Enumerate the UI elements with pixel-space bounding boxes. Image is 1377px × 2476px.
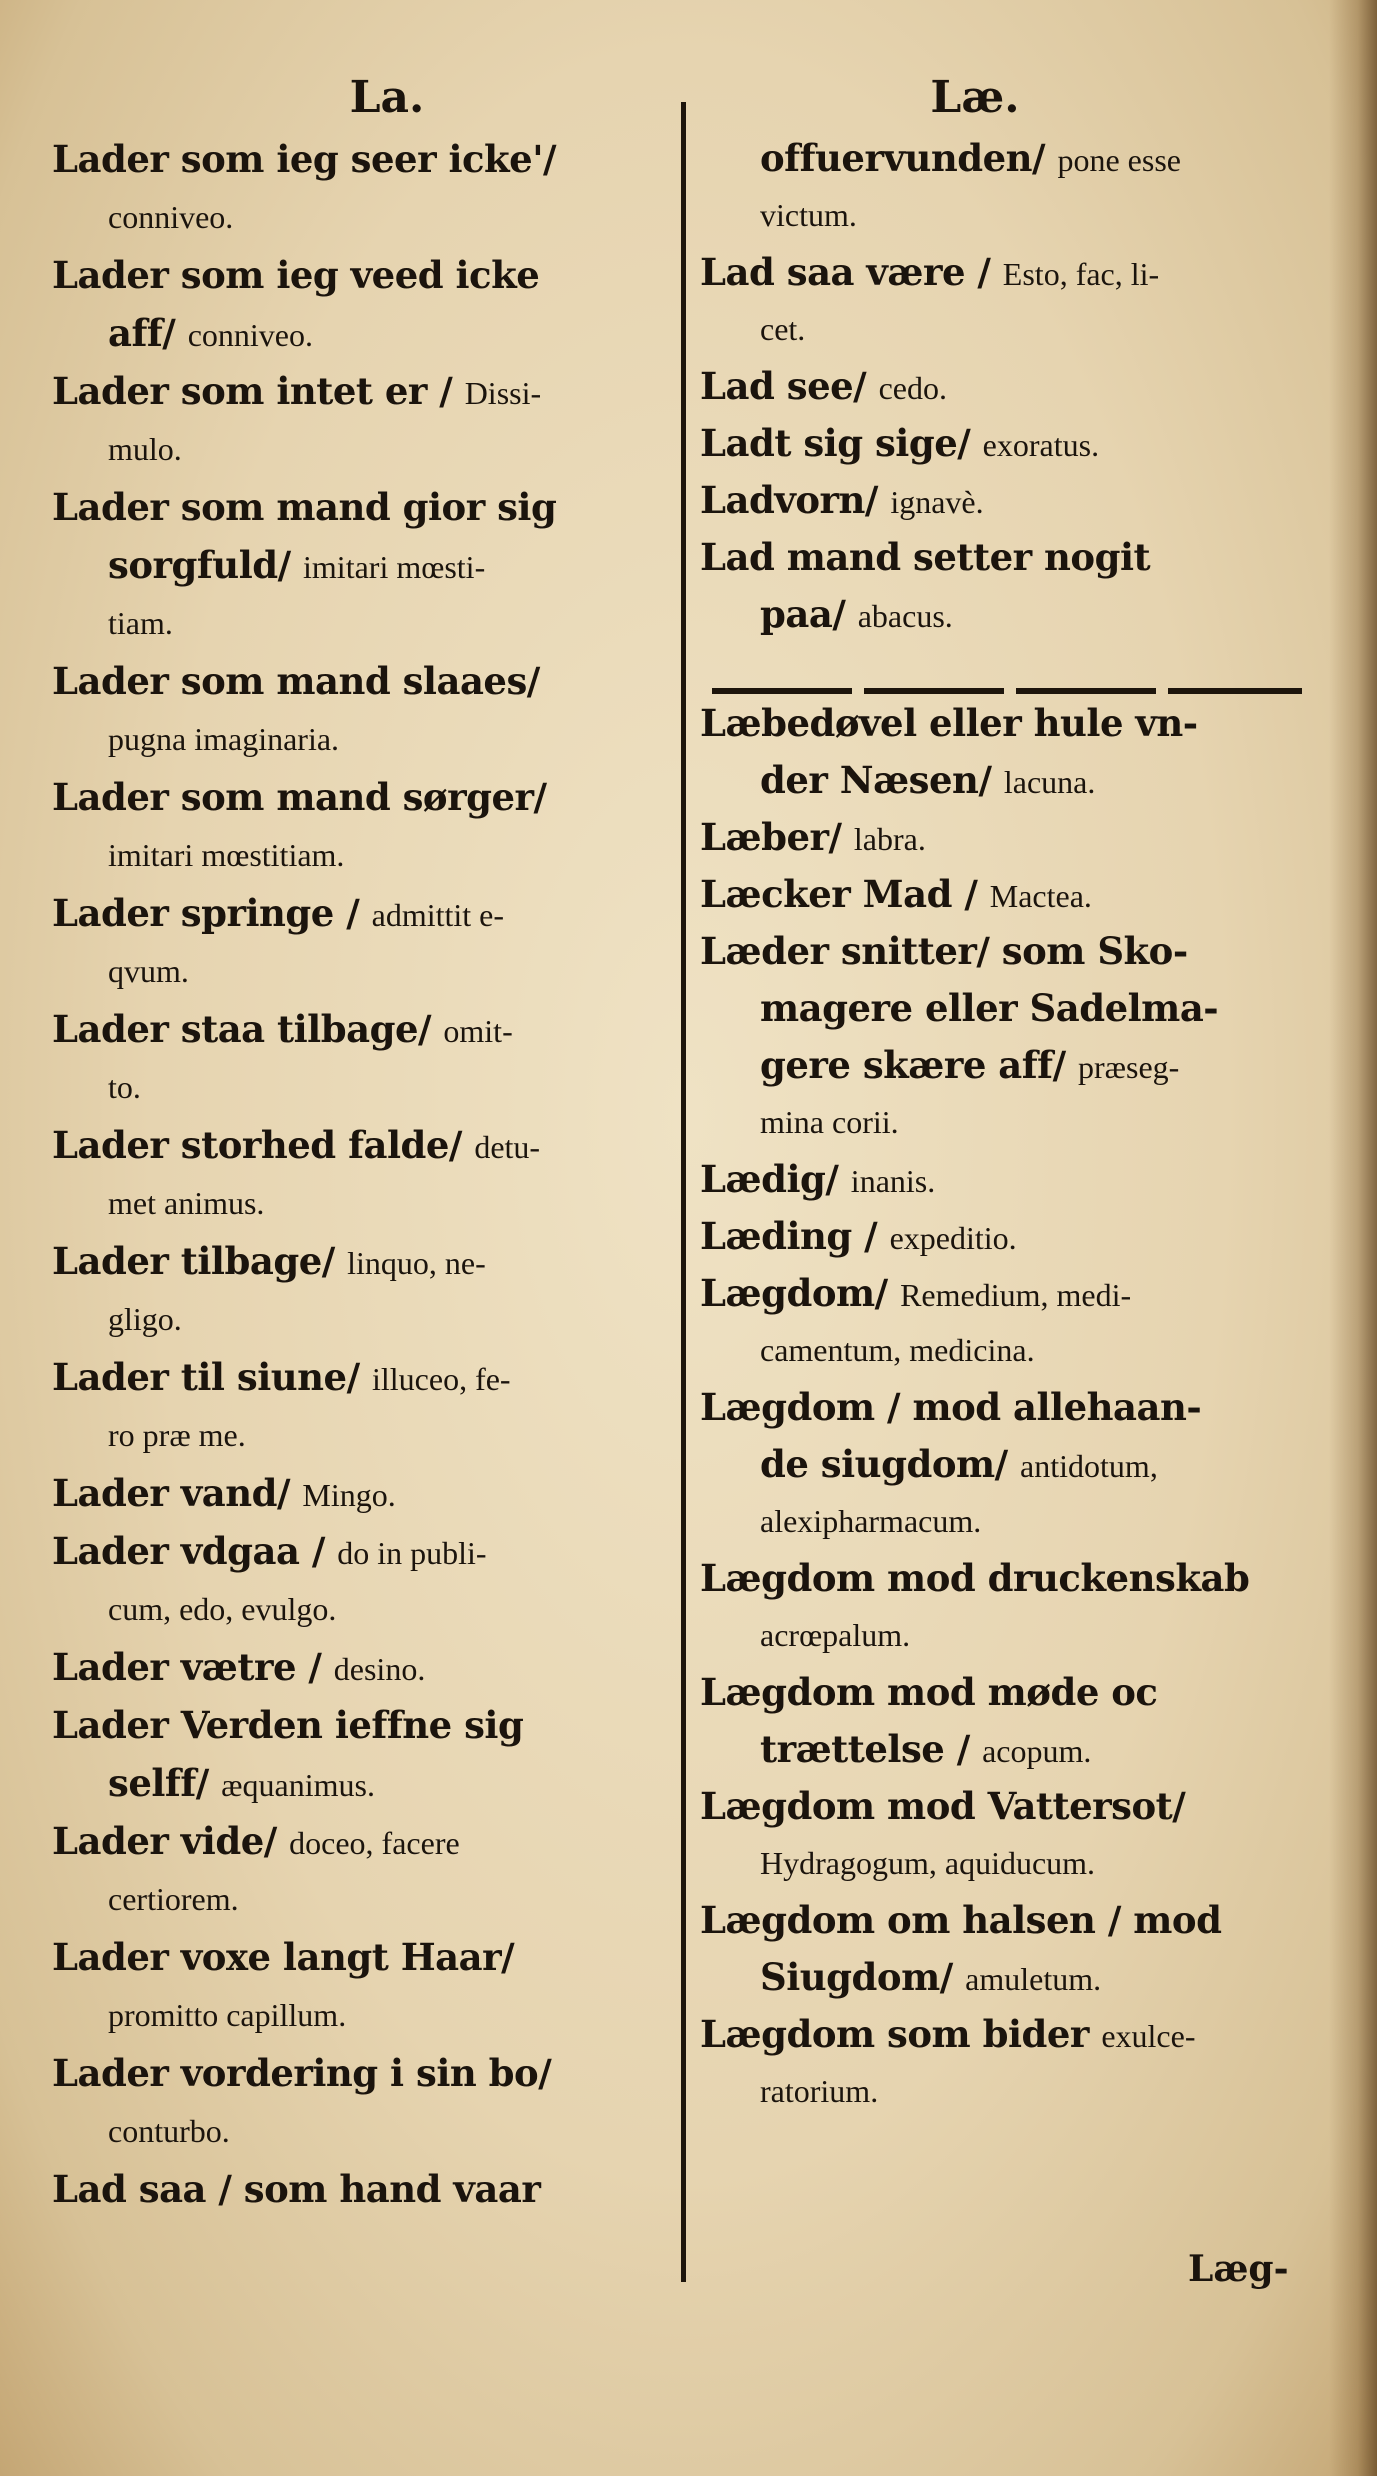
latin-gloss: conniveo. — [108, 199, 234, 235]
dictionary-entry — [52, 884, 682, 1000]
entry-line — [700, 1664, 1310, 1721]
latin-gloss: doceo, facere — [289, 1825, 460, 1861]
latin-gloss: Hydragogum, aquiducum. — [760, 1845, 1096, 1881]
latin-gloss: mulo. — [108, 431, 182, 467]
entry-line — [52, 1058, 682, 1116]
entry-line — [52, 1696, 682, 1754]
danish-headword: Lægdom som bider — [700, 2012, 1102, 2056]
latin-gloss: Mactea. — [989, 878, 1092, 914]
section-gap — [700, 643, 1310, 695]
entry-line — [700, 1208, 1310, 1265]
entry-line — [52, 1638, 682, 1696]
entry-line — [700, 415, 1310, 472]
dictionary-entry — [700, 1778, 1310, 1892]
latin-gloss: Mingo. — [302, 1477, 396, 1513]
dictionary-entry — [52, 1638, 682, 1696]
latin-gloss: to. — [108, 1069, 141, 1105]
entry-line — [700, 2063, 1310, 2120]
dictionary-entry — [700, 244, 1310, 358]
entry-line — [700, 1778, 1310, 1835]
latin-gloss: labra. — [853, 821, 926, 857]
latin-gloss: lacuna. — [1003, 764, 1096, 800]
entry-line — [700, 866, 1310, 923]
dictionary-entry — [52, 2044, 682, 2160]
right-entries-top — [700, 130, 1310, 643]
danish-headword: Lægdom om halsen / mod — [700, 1898, 1222, 1942]
entry-line — [700, 1721, 1310, 1778]
latin-gloss: pone esse — [1057, 142, 1181, 178]
latin-gloss: acopum. — [982, 1733, 1092, 1769]
danish-headword: Lad saa være / — [700, 250, 1003, 294]
dictionary-entry — [52, 652, 682, 768]
dictionary-entry — [700, 1265, 1310, 1379]
latin-gloss: do in publi- — [337, 1535, 487, 1571]
latin-gloss: linquo, ne- — [347, 1245, 486, 1281]
latin-gloss: Dissi- — [464, 375, 542, 411]
dictionary-entry — [52, 1232, 682, 1348]
latin-gloss: æquanimus. — [221, 1767, 375, 1803]
danish-headword: offuervunden/ — [760, 136, 1058, 180]
dictionary-entry — [52, 1464, 682, 1522]
danish-headword: Lader vætre / — [52, 1645, 334, 1689]
dictionary-entry — [700, 866, 1310, 923]
entry-line — [52, 1000, 682, 1058]
dictionary-entry — [52, 362, 682, 478]
entry-line — [700, 1379, 1310, 1436]
danish-headword: Lader vordering i sin bo/ — [52, 2051, 552, 2095]
latin-gloss: certiorem. — [108, 1881, 239, 1917]
entry-line — [700, 1949, 1310, 2006]
danish-headword: Ladvorn/ — [700, 478, 891, 522]
entry-line — [700, 1322, 1310, 1379]
danish-headword: Lader som mand sørger/ — [52, 775, 547, 819]
dictionary-entry — [52, 246, 682, 362]
latin-gloss: ignavè. — [890, 484, 984, 520]
latin-gloss: cedo. — [878, 370, 947, 406]
danish-headword: sorgfuld/ — [108, 543, 304, 587]
dictionary-entry — [52, 1522, 682, 1638]
danish-headword: aff/ — [108, 311, 188, 355]
left-entries — [52, 130, 682, 2218]
entry-line — [52, 1174, 682, 1232]
latin-gloss: imitari mœstitiam. — [108, 837, 345, 873]
dictionary-entry — [52, 768, 682, 884]
left-column — [52, 70, 682, 2218]
latin-gloss: Esto, fac, li- — [1002, 256, 1160, 292]
dictionary-entry — [700, 472, 1310, 529]
dictionary-entry — [700, 1664, 1310, 1778]
danish-headword: Lader Verden ieffne sig — [52, 1703, 524, 1747]
latin-gloss: exulce- — [1101, 2018, 1196, 2054]
latin-gloss: mina corii. — [760, 1104, 899, 1140]
entry-line — [700, 529, 1310, 586]
entry-line — [700, 472, 1310, 529]
entry-line — [52, 884, 682, 942]
dictionary-entry — [52, 1116, 682, 1232]
latin-gloss: cet. — [760, 311, 806, 347]
danish-headword: Lægdom mod Vattersot/ — [700, 1784, 1186, 1828]
dictionary-entry — [52, 478, 682, 652]
entry-line — [52, 246, 682, 304]
dictionary-entry — [52, 1812, 682, 1928]
entry-line — [52, 1406, 682, 1464]
dictionary-entry — [700, 529, 1310, 643]
latin-gloss: inanis. — [850, 1163, 936, 1199]
dictionary-entry — [52, 1928, 682, 2044]
entry-line — [52, 536, 682, 594]
danish-headword: Lader til siune/ — [52, 1355, 372, 1399]
danish-headword: Lad saa / som hand vaar — [52, 2167, 541, 2211]
dictionary-entry — [700, 415, 1310, 472]
entry-line — [52, 710, 682, 768]
latin-gloss: amuletum. — [965, 1961, 1102, 1997]
danish-headword: Lader vand/ — [52, 1471, 303, 1515]
dictionary-entry — [700, 1151, 1310, 1208]
entry-line — [700, 809, 1310, 866]
dictionary-entry — [700, 695, 1310, 809]
dictionary-entry — [700, 358, 1310, 415]
danish-headword: Lader som ieg veed icke — [52, 253, 540, 297]
danish-headword: Læder snitter/ som Sko- — [700, 929, 1188, 973]
latin-gloss: abacus. — [857, 598, 953, 634]
latin-gloss: conturbo. — [108, 2113, 230, 2149]
danish-headword: trættelse / — [760, 1727, 983, 1771]
entry-line — [52, 1812, 682, 1870]
latin-gloss: imitari mœsti- — [303, 549, 486, 585]
danish-headword: Lader vide/ — [52, 1819, 290, 1863]
right-entries-bottom — [700, 695, 1310, 2120]
entry-line — [700, 923, 1310, 980]
danish-headword: Lader staa tilbage/ — [52, 1007, 444, 1051]
right-column — [700, 70, 1310, 2120]
dictionary-entry — [700, 1379, 1310, 1550]
danish-headword: magere eller Sadelma- — [760, 986, 1219, 1030]
latin-gloss: cum, edo, evulgo. — [108, 1591, 337, 1627]
latin-gloss: Remedium, medi- — [900, 1277, 1132, 1313]
entry-line — [52, 1870, 682, 1928]
danish-headword: de siugdom/ — [760, 1442, 1021, 1486]
entry-line — [700, 2006, 1310, 2063]
danish-headword: Lægdom mod møde oc — [700, 1670, 1158, 1714]
entry-line — [700, 1493, 1310, 1550]
entry-line — [700, 752, 1310, 809]
danish-headword: Lader som intet er / — [52, 369, 465, 413]
latin-gloss: expeditio. — [889, 1220, 1017, 1256]
entry-line — [52, 2160, 682, 2218]
dictionary-entry — [700, 923, 1310, 1151]
entry-line — [52, 594, 682, 652]
danish-headword: paa/ — [760, 592, 858, 636]
danish-headword: Lad see/ — [700, 364, 879, 408]
latin-gloss: acrœpalum. — [760, 1617, 911, 1653]
danish-headword: Lader voxe langt Haar/ — [52, 1935, 515, 1979]
entry-line — [700, 1037, 1310, 1094]
dictionary-entry — [52, 1000, 682, 1116]
danish-headword: Lader som ieg seer icke'/ — [52, 137, 557, 181]
danish-headword: Lader som mand slaaes/ — [52, 659, 540, 703]
danish-headword: Lædig/ — [700, 1157, 851, 1201]
latin-gloss: desino. — [333, 1651, 426, 1687]
dictionary-entry — [52, 1696, 682, 1812]
latin-gloss: detu- — [474, 1129, 541, 1165]
latin-gloss: qvum. — [108, 953, 189, 989]
danish-headword: Lader storhed falde/ — [52, 1123, 475, 1167]
entry-line — [700, 1265, 1310, 1322]
danish-headword: Læbedøvel eller hule vn- — [700, 701, 1198, 745]
latin-gloss: camentum, medicina. — [760, 1332, 1035, 1368]
left-running-header: La. — [349, 72, 425, 123]
entry-line — [52, 1580, 682, 1638]
entry-line — [700, 1550, 1310, 1607]
entry-line — [52, 1232, 682, 1290]
entry-line — [52, 362, 682, 420]
danish-headword: Lægdom/ — [700, 1271, 901, 1315]
entry-line — [52, 304, 682, 362]
latin-gloss: victum. — [760, 197, 857, 233]
danish-headword: Læcker Mad / — [700, 872, 990, 916]
danish-headword: Siugdom/ — [760, 1955, 966, 1999]
entry-line — [700, 187, 1310, 244]
latin-gloss: met animus. — [108, 1185, 265, 1221]
dictionary-entry — [700, 1208, 1310, 1265]
danish-headword: der Næsen/ — [760, 758, 1004, 802]
latin-gloss: promitto capillum. — [108, 1997, 347, 2033]
danish-headword: Lader tilbage/ — [52, 1239, 348, 1283]
dictionary-entry — [52, 1348, 682, 1464]
right-running-header: Læ. — [930, 72, 1020, 123]
danish-headword: Lad mand setter nogit — [700, 535, 1151, 579]
dictionary-entry — [700, 1892, 1310, 2006]
entry-line — [700, 586, 1310, 643]
entry-line — [52, 1348, 682, 1406]
dictionary-entry — [700, 1550, 1310, 1664]
dictionary-entry — [52, 130, 682, 246]
danish-headword: Læding / — [700, 1214, 890, 1258]
latin-gloss: exoratus. — [982, 427, 1100, 463]
latin-gloss: alexipharmacum. — [760, 1503, 982, 1539]
entry-line — [52, 1116, 682, 1174]
danish-headword: Lader som mand gior sig — [52, 485, 557, 529]
entry-line — [700, 301, 1310, 358]
entry-line — [52, 420, 682, 478]
entry-line — [700, 1094, 1310, 1151]
danish-headword: Lægdom / mod allehaan- — [700, 1385, 1202, 1429]
latin-gloss: ratorium. — [760, 2073, 879, 2109]
entry-line — [52, 768, 682, 826]
danish-headword: gere skære aff/ — [760, 1043, 1078, 1087]
latin-gloss: ro præ me. — [108, 1417, 246, 1453]
catchword: Læg- — [1188, 2248, 1289, 2290]
latin-gloss: admittit e- — [371, 897, 505, 933]
entry-line — [700, 695, 1310, 752]
latin-gloss: illuceo, fe- — [371, 1361, 511, 1397]
latin-gloss: gligo. — [108, 1301, 182, 1337]
danish-headword: Læber/ — [700, 815, 854, 859]
latin-gloss: omit- — [443, 1013, 513, 1049]
danish-headword: Lader vdgaa / — [52, 1529, 338, 1573]
entry-line — [52, 1928, 682, 1986]
entry-line — [52, 1754, 682, 1812]
entry-line — [700, 130, 1310, 187]
entry-line — [700, 244, 1310, 301]
entry-line — [700, 358, 1310, 415]
entry-line — [700, 1436, 1310, 1493]
entry-line — [52, 1464, 682, 1522]
latin-gloss: tiam. — [108, 605, 173, 641]
entry-line — [52, 188, 682, 246]
danish-headword: Lægdom mod druckenskab — [700, 1556, 1250, 1600]
latin-gloss: antidotum, — [1020, 1448, 1158, 1484]
entry-line — [52, 130, 682, 188]
entry-line — [700, 1151, 1310, 1208]
dictionary-entry — [700, 130, 1310, 244]
latin-gloss: præseg- — [1078, 1049, 1180, 1085]
entry-line — [700, 1835, 1310, 1892]
entry-line — [52, 942, 682, 1000]
entry-line — [700, 1892, 1310, 1949]
danish-headword: Ladt sig sige/ — [700, 421, 983, 465]
latin-gloss: conniveo. — [187, 317, 313, 353]
dictionary-entry — [700, 809, 1310, 866]
entry-line — [52, 1986, 682, 2044]
entry-line — [52, 1290, 682, 1348]
latin-gloss: pugna imaginaria. — [108, 721, 340, 757]
entry-line — [52, 478, 682, 536]
dictionary-entry — [700, 2006, 1310, 2120]
entry-line — [52, 2044, 682, 2102]
entry-line — [700, 980, 1310, 1037]
dictionary-entry — [52, 2160, 682, 2218]
entry-line — [52, 826, 682, 884]
entry-line — [700, 1607, 1310, 1664]
danish-headword: selff/ — [108, 1761, 222, 1805]
danish-headword: Lader springe / — [52, 891, 372, 935]
entry-line — [52, 1522, 682, 1580]
entry-line — [52, 2102, 682, 2160]
entry-line — [52, 652, 682, 710]
